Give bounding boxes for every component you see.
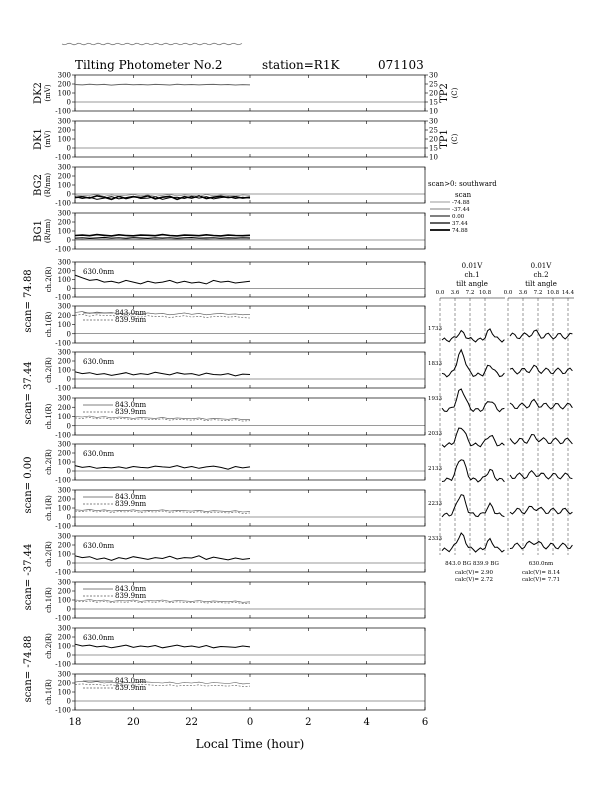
panel-ylabel: BG2 bbox=[33, 174, 44, 196]
spectra-time-label: 2333 bbox=[428, 536, 442, 542]
scan-label: scan= -74.88 bbox=[23, 635, 34, 703]
panel-ylabel: ch.1(R) bbox=[45, 495, 53, 521]
y-tick-label: -100 bbox=[55, 660, 71, 669]
y-tick-label: 200 bbox=[57, 587, 71, 596]
panel-ylabel: ch.2(R) bbox=[45, 266, 53, 293]
ch1-label-b: 839.9nm bbox=[115, 592, 147, 600]
ch1-label-b: 839.9nm bbox=[115, 500, 147, 508]
x-tick-label: 4 bbox=[363, 717, 370, 728]
y-tick-label: 200 bbox=[57, 267, 71, 276]
y-tick-label: 200 bbox=[57, 172, 71, 181]
y-tick-label: 100 bbox=[57, 276, 71, 284]
y-tick-label: 100 bbox=[57, 227, 71, 236]
y-tick-label: 0 bbox=[66, 190, 71, 199]
x-axis-label: Local Time (hour) bbox=[195, 737, 305, 751]
y-tick-label: 200 bbox=[57, 218, 71, 227]
spectra-calc-ch1-b: calc(V)= 2.72 bbox=[454, 577, 494, 583]
spectrum-ch2-line bbox=[510, 506, 572, 514]
y-tick-label: 100 bbox=[57, 413, 71, 421]
panel-ylabel: ch.1(R) bbox=[45, 403, 53, 430]
chart-title: Tilting Photometer No.2 bbox=[75, 58, 223, 72]
panel-ylabel: DK2 bbox=[33, 82, 44, 104]
y-tick-label: 300 bbox=[57, 532, 71, 541]
y-tick-label: 0 bbox=[66, 375, 71, 384]
y-tick-label: 300 bbox=[57, 209, 71, 218]
ch1-label-b: 839.9nm bbox=[115, 684, 147, 692]
panel-frame bbox=[75, 444, 425, 480]
series-line-scan_74_88_ch1_b bbox=[75, 314, 250, 318]
spectra-ch1-tick: 3.6 bbox=[450, 290, 460, 296]
right-tick-label: 15 bbox=[429, 144, 438, 153]
panel-unit: (R/nm) bbox=[44, 172, 52, 198]
legend-entry: 0.00 bbox=[452, 214, 465, 220]
x-tick-label: 20 bbox=[126, 717, 140, 728]
ch1-label-a: 843.0nm bbox=[115, 401, 147, 409]
y-tick-label: -100 bbox=[55, 476, 71, 485]
right-unit: (C) bbox=[451, 87, 459, 99]
spectra-calc-ch2-b: calc(V)= 7.71 bbox=[521, 577, 561, 583]
spectra-ch2-tick: 3.6 bbox=[518, 290, 528, 296]
ch1-label-a: 843.0nm bbox=[115, 309, 147, 317]
series-line-scan_m74_88_ch2 bbox=[75, 644, 250, 648]
scan-label: scan= 37.44 bbox=[23, 361, 34, 425]
spectra-calc-ch1-a: calc(V)= 2.90 bbox=[454, 570, 494, 576]
panel-frame bbox=[75, 75, 425, 111]
y-tick-label: 0 bbox=[66, 559, 71, 568]
spectra-calc-ch2-a: calc(V)= 8.14 bbox=[521, 570, 561, 576]
spectrum-ch2-line bbox=[510, 365, 572, 374]
header-wave bbox=[62, 43, 242, 45]
right-tick-label: 20 bbox=[429, 135, 438, 144]
x-tick-label: 6 bbox=[421, 717, 429, 728]
y-tick-label: 300 bbox=[57, 394, 71, 403]
panel-ylabel: ch.2(R) bbox=[45, 541, 53, 567]
series-line-bg1_a bbox=[75, 235, 250, 236]
legend-entry: 37.44 bbox=[452, 221, 468, 227]
y-tick-label: 100 bbox=[57, 321, 71, 329]
ch1-label-a: 843.0nm bbox=[115, 677, 147, 685]
ch2-wavelength-label: 630.0nm bbox=[83, 268, 115, 276]
y-tick-label: 0 bbox=[66, 651, 71, 660]
spectrum-ch2-line bbox=[510, 330, 572, 339]
panel-frame bbox=[75, 213, 425, 249]
y-tick-label: 200 bbox=[57, 541, 71, 550]
x-tick-label: 2 bbox=[305, 717, 312, 728]
y-tick-label: 100 bbox=[57, 366, 71, 375]
right-tick-label: 10 bbox=[429, 153, 438, 162]
y-tick-label: 200 bbox=[57, 449, 71, 458]
y-tick-label: 200 bbox=[57, 495, 71, 504]
spectra-time-label: 1933 bbox=[428, 396, 442, 402]
panel-unit: (R/nm) bbox=[44, 218, 52, 244]
legend-entry: -74.88 bbox=[452, 200, 470, 206]
panel-unit: (mV) bbox=[44, 84, 52, 102]
y-tick-label: 0 bbox=[66, 422, 71, 431]
right-unit: (C) bbox=[451, 133, 459, 145]
spectrum-ch2-line bbox=[510, 471, 572, 479]
y-tick-label: -100 bbox=[55, 199, 71, 208]
series-line-scan_m37_44_ch2 bbox=[75, 556, 250, 561]
y-tick-label: 0 bbox=[66, 330, 71, 339]
right-tick-label: 15 bbox=[429, 98, 438, 107]
y-tick-label: -100 bbox=[55, 568, 71, 577]
y-tick-label: -100 bbox=[55, 522, 71, 531]
ch2-wavelength-label: 630.0nm bbox=[83, 358, 115, 366]
series-line-scan_m74_88_ch1_b bbox=[75, 684, 250, 687]
series-line-bg1_b bbox=[75, 238, 250, 239]
ch2-wavelength-label: 630.0nm bbox=[83, 542, 115, 550]
spectrum-ch2-line bbox=[510, 541, 572, 549]
panel-ylabel: ch.1(R) bbox=[45, 679, 53, 705]
spectra-footer-ch1: 843.0 BG 839.9 BG bbox=[445, 561, 499, 567]
spectra-time-label: 1733 bbox=[428, 326, 442, 332]
series-line-scan_37_44_ch2 bbox=[75, 372, 250, 376]
spectra-time-label: 2133 bbox=[428, 466, 442, 472]
y-tick-label: -100 bbox=[55, 384, 71, 393]
spectrum-ch1-line bbox=[442, 495, 504, 517]
series-line-scan_0_00_ch2 bbox=[75, 466, 250, 470]
y-tick-label: 0 bbox=[66, 98, 71, 107]
x-tick-label: 0 bbox=[246, 717, 254, 728]
y-tick-label: 100 bbox=[57, 642, 71, 651]
right-tick-label: 30 bbox=[429, 117, 438, 126]
ch1-label-a: 843.0nm bbox=[115, 585, 147, 593]
spectra-time-label: 2033 bbox=[428, 431, 442, 437]
ch1-label-b: 839.9nm bbox=[115, 316, 147, 324]
legend-heading: scan>0: southward bbox=[428, 180, 497, 188]
y-tick-label: 200 bbox=[57, 357, 71, 366]
y-tick-label: -100 bbox=[55, 293, 71, 302]
ch1-label-a: 843.0nm bbox=[115, 493, 147, 501]
right-tick-label: 20 bbox=[429, 89, 438, 98]
y-tick-label: 200 bbox=[57, 311, 71, 320]
panel-frame bbox=[75, 536, 425, 572]
y-tick-label: 0 bbox=[66, 236, 71, 245]
panel-ylabel: ch.1(R) bbox=[45, 311, 53, 338]
spectra-time-label: 2233 bbox=[428, 501, 442, 507]
spectra-ch1-tick: 7.2 bbox=[465, 290, 475, 296]
panel-ylabel: ch.2(R) bbox=[45, 633, 53, 659]
x-tick-label: 18 bbox=[68, 717, 82, 728]
ch2-wavelength-label: 630.0nm bbox=[83, 634, 115, 642]
spectra-ch1-tick: 10.8 bbox=[478, 290, 492, 296]
right-tick-label: 10 bbox=[429, 107, 438, 116]
spectra-time-label: 1833 bbox=[428, 361, 442, 367]
x-tick-label: 22 bbox=[185, 717, 199, 728]
panel-frame bbox=[75, 352, 425, 388]
panel-frame bbox=[75, 262, 425, 297]
spectra-ch2-tick: 14.4 bbox=[561, 290, 575, 296]
y-tick-label: 300 bbox=[57, 578, 71, 587]
y-tick-label: 200 bbox=[57, 126, 71, 135]
y-tick-label: -100 bbox=[55, 706, 71, 715]
legend-entry: 74.88 bbox=[452, 228, 468, 234]
y-tick-label: 300 bbox=[57, 624, 71, 633]
panel-ylabel: DK1 bbox=[33, 128, 44, 150]
spectrum-ch2-line bbox=[510, 399, 572, 409]
spectra-ch2-tick: 10.8 bbox=[546, 290, 560, 296]
date-label: 071103 bbox=[378, 58, 424, 72]
spectra-ch2-tick: 0.0 bbox=[503, 290, 513, 296]
spectrum-ch1-line bbox=[442, 350, 504, 377]
y-tick-label: 0 bbox=[66, 605, 71, 614]
y-tick-label: 100 bbox=[57, 688, 71, 697]
spectrum-ch1-line bbox=[442, 428, 504, 447]
right-tick-label: 25 bbox=[429, 126, 438, 135]
series-line-bg1_c bbox=[75, 239, 250, 240]
y-tick-label: 300 bbox=[57, 163, 71, 172]
y-tick-label: 300 bbox=[57, 258, 71, 267]
y-tick-label: 100 bbox=[57, 181, 71, 190]
y-tick-label: 300 bbox=[57, 117, 71, 126]
y-tick-label: 300 bbox=[57, 302, 71, 311]
y-tick-label: 100 bbox=[57, 135, 71, 144]
panel-ylabel: ch.2(R) bbox=[45, 357, 53, 383]
spectra-ch2-title: tilt angle bbox=[525, 280, 557, 288]
y-tick-label: 300 bbox=[57, 670, 71, 679]
right-tick-label: 25 bbox=[429, 80, 438, 89]
series-line-scan_m74_88_ch1_a bbox=[75, 681, 250, 684]
y-tick-label: 100 bbox=[57, 89, 71, 98]
y-tick-label: 200 bbox=[57, 679, 71, 688]
ch1-label-b: 839.9nm bbox=[115, 408, 147, 416]
y-tick-label: -100 bbox=[55, 107, 71, 116]
y-tick-label: 200 bbox=[57, 80, 71, 89]
station-label: station=R1K bbox=[262, 58, 340, 72]
y-tick-label: 100 bbox=[57, 550, 71, 559]
spectrum-ch2-line bbox=[510, 435, 572, 445]
spectrum-ch1-line bbox=[442, 460, 504, 482]
spectra-footer-ch2: 630.0nm bbox=[528, 561, 554, 567]
y-tick-label: 0 bbox=[66, 467, 71, 476]
y-tick-label: 0 bbox=[66, 284, 71, 293]
spectrum-ch1-line bbox=[442, 329, 504, 342]
y-tick-label: 300 bbox=[57, 486, 71, 495]
spectra-ch1-label: ch.1 bbox=[464, 271, 480, 279]
spectra-ch1-title: tilt angle bbox=[456, 280, 488, 288]
right-ylabel: TP2 bbox=[439, 83, 450, 103]
series-line-dk2 bbox=[75, 84, 250, 85]
y-tick-label: 100 bbox=[57, 596, 71, 605]
y-tick-label: 300 bbox=[57, 440, 71, 449]
y-tick-label: 0 bbox=[66, 513, 71, 522]
right-ylabel: TP1 bbox=[439, 129, 450, 149]
legend-title: scan bbox=[455, 191, 472, 199]
y-tick-label: 100 bbox=[57, 458, 71, 467]
spectra-ch1-tick: 0.0 bbox=[435, 290, 445, 296]
spectra-ch2-label: ch.2 bbox=[533, 271, 549, 279]
series-line-scan_37_44_ch1_a bbox=[75, 416, 250, 420]
y-tick-label: 0 bbox=[66, 144, 71, 153]
y-tick-label: 200 bbox=[57, 403, 71, 412]
y-tick-label: -100 bbox=[55, 153, 71, 162]
scan-label: scan= 0.00 bbox=[23, 456, 34, 514]
y-tick-label: 0 bbox=[66, 697, 71, 706]
panel-unit: (mV) bbox=[44, 130, 52, 148]
spectrum-ch1-line bbox=[442, 389, 504, 412]
series-line-scan_74_88_ch2 bbox=[75, 275, 250, 284]
legend-entry: -37.44 bbox=[452, 207, 470, 213]
panel-ylabel: ch.1(R) bbox=[45, 587, 53, 613]
y-tick-label: 200 bbox=[57, 633, 71, 642]
scan-label: scan= -37.44 bbox=[23, 543, 34, 611]
spectrum-ch1-line bbox=[442, 533, 504, 552]
y-tick-label: -100 bbox=[55, 431, 71, 440]
spectra-ch2-tick: 7.2 bbox=[533, 290, 543, 296]
panel-ylabel: BG1 bbox=[33, 220, 44, 242]
ch2-wavelength-label: 630.0nm bbox=[83, 450, 115, 458]
y-tick-label: 300 bbox=[57, 348, 71, 357]
spectra-ch1-scale: 0.01V bbox=[461, 262, 483, 270]
y-tick-label: -100 bbox=[55, 614, 71, 623]
scan-label: scan= 74.88 bbox=[23, 269, 34, 333]
right-tick-label: 30 bbox=[429, 71, 438, 80]
y-tick-label: -100 bbox=[55, 245, 71, 254]
spectra-ch2-scale: 0.01V bbox=[530, 262, 552, 270]
y-tick-label: 300 bbox=[57, 71, 71, 80]
y-tick-label: -100 bbox=[55, 339, 71, 348]
panel-frame bbox=[75, 121, 425, 157]
panel-ylabel: ch.2(R) bbox=[45, 449, 53, 475]
y-tick-label: 100 bbox=[57, 504, 71, 513]
